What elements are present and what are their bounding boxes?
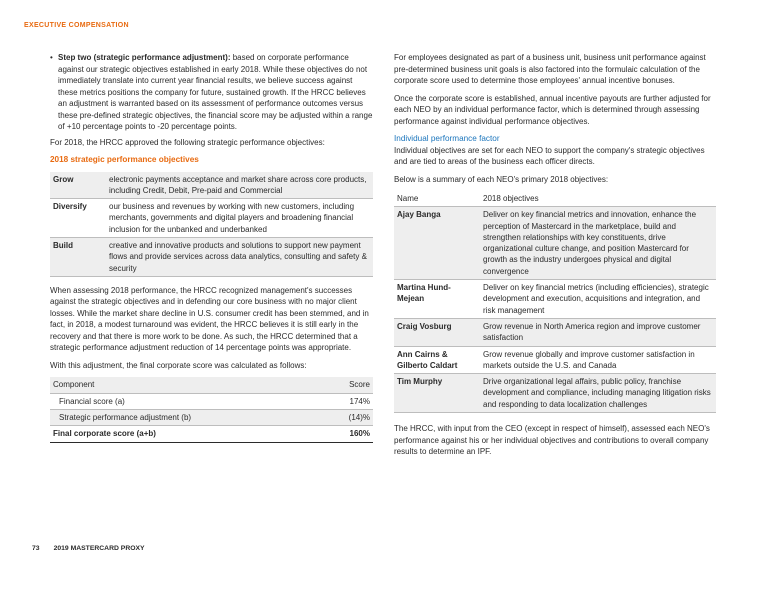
objectives-table [50,172,373,277]
neo-objectives: Grow revenue globally and improve customer satisfaction in markets outside the U.S. and Canada [480,346,716,374]
objectives-title: 2018 strategic performance objectives [50,155,199,164]
bullet-lead-paren: (strategic performance adjustment): [91,53,231,62]
final-score-row [50,426,373,442]
table-row [394,374,716,413]
bullet-dot-icon: • [50,53,53,62]
step-two-bullet [50,52,373,133]
table-row [50,199,373,238]
table-row [394,346,716,374]
score-cell: (14)% [321,409,373,425]
neo-objectives: Drive organizational legal affairs, public policy, franchise development and compliance, including managing litigation risks and responding to data localization challenges [480,374,716,413]
table-row [50,409,373,425]
neo-objectives-table [394,191,716,413]
objectives-header: 2018 objectives [480,191,716,207]
objectives-intro: For 2018, the HRCC approved the following strategic performance objectives: [50,137,325,147]
neo-name: Ajay Banga [394,207,480,280]
final-component-cell: Final corporate score (a+b) [50,426,321,442]
page-footer [32,545,145,552]
neo-name: Ann Cairns & Gilberto Caldart [394,346,480,374]
objective-name: Diversify [50,199,106,238]
footer-title: 2019 MASTERCARD PROXY [53,545,145,552]
ipf-title: Individual performance factor [394,134,500,143]
score-cell: 174% [321,393,373,409]
table-row [394,207,716,280]
objective-name: Grow [50,172,106,199]
score-table [50,377,373,442]
final-score-cell: 160% [321,426,373,442]
neo-objectives: Grow revenue in North America region and improve customer satisfaction [480,318,716,346]
neo-objectives: Deliver on key financial metrics and innovation, enhance the perception of Mastercard in the marketplace, build and strengthen relationships with key constituents, drive organizational culture change, and position Mastercard for growth as the industry undergoes physical and digital convergence [480,207,716,280]
table-row [394,280,716,319]
component-cell: Financial score (a) [50,393,321,409]
name-header: Name [394,191,480,207]
adjustment-intro: With this adjustment, the final corporate score was calculated as follows: [50,360,307,370]
individual-objectives-paragraph: Individual objectives are set for each NEO to support the company's strategic objectives and are tied to areas of the business each officer directs. [394,145,705,166]
table-row [50,172,373,199]
neo-name: Martina Hund-Mejean [394,280,480,319]
component-header: Component [50,377,321,393]
left-column [50,52,373,443]
objective-text: creative and innovative products and solutions to support new payment flows and provide services across data analytics, consulting and safety & security [106,237,373,276]
neo-objectives: Deliver on key financial metrics (including efficiencies), strategic development and execution, acquisitions and integration, and risk management [480,280,716,319]
page-number: 73 [32,545,40,552]
table-row [394,318,716,346]
neo-header-row [394,191,716,207]
right-column [394,52,716,464]
neo-name: Tim Murphy [394,374,480,413]
ipf-adjust-paragraph: Once the corporate score is established, annual incentive payouts are further adjusted for each NEO by an individual performance factor, which is determined through assessing performance against individual performance objectives. [394,93,711,126]
bullet-lead: Step two [58,53,92,62]
objective-name: Build [50,237,106,276]
score-header: Score [321,377,373,393]
section-header: EXECUTIVE COMPENSATION [24,22,129,29]
component-cell: Strategic performance adjustment (b) [50,409,321,425]
table-row [50,237,373,276]
bullet-text: based on corporate performance against our strategic objectives established in early 2018. While these objectives do not immediately translate into current year financial results, we believe success against these metrics positions the company for future, sustained growth. If the HRCC believes an adjustment is warranted based on its assessment of performance outcomes versus these pre-defined strategic objectives, the financial score may be adjusted within a range of +10 percentage points to -20 percentage points. [58,53,373,131]
score-header-row [50,377,373,393]
summary-intro: Below is a summary of each NEO's primary 2018 objectives: [394,174,609,184]
ipf-determination-paragraph: The HRCC, with input from the CEO (except in respect of himself), assessed each NEO's performance against his or her individual objectives and contributions to overall company results to determine an IPF. [394,424,710,457]
objective-text: electronic payments acceptance and market share across core products, including Credit, Debit, Pre-paid and Commercial [106,172,373,199]
business-unit-paragraph: For employees designated as part of a business unit, business unit performance against pre-determined business unit goals is also factored into the formulaic calculation of the corporate score used to determine those employees' annual incentive bonuses. [394,53,706,85]
objective-text: our business and revenues by working with new customers, including merchants, governments and digital players and broadening financial inclusion for the unbanked and underbanked [106,199,373,238]
table-row [50,393,373,409]
neo-name: Craig Vosburg [394,318,480,346]
assessment-paragraph: When assessing 2018 performance, the HRCC recognized management's successes against the strategic objectives and in defending our core business with no major client losses. While the market share decline in U.S. consumer credit has been stemmed, and in fact, in 2018, a modest turnaround was evident, the HRCC believes it is still early in the recovery and that there is more work to be done. As such, the HRCC determined that a strategic performance adjustment reduction of 14 percentage points was appropriate. [50,285,369,353]
